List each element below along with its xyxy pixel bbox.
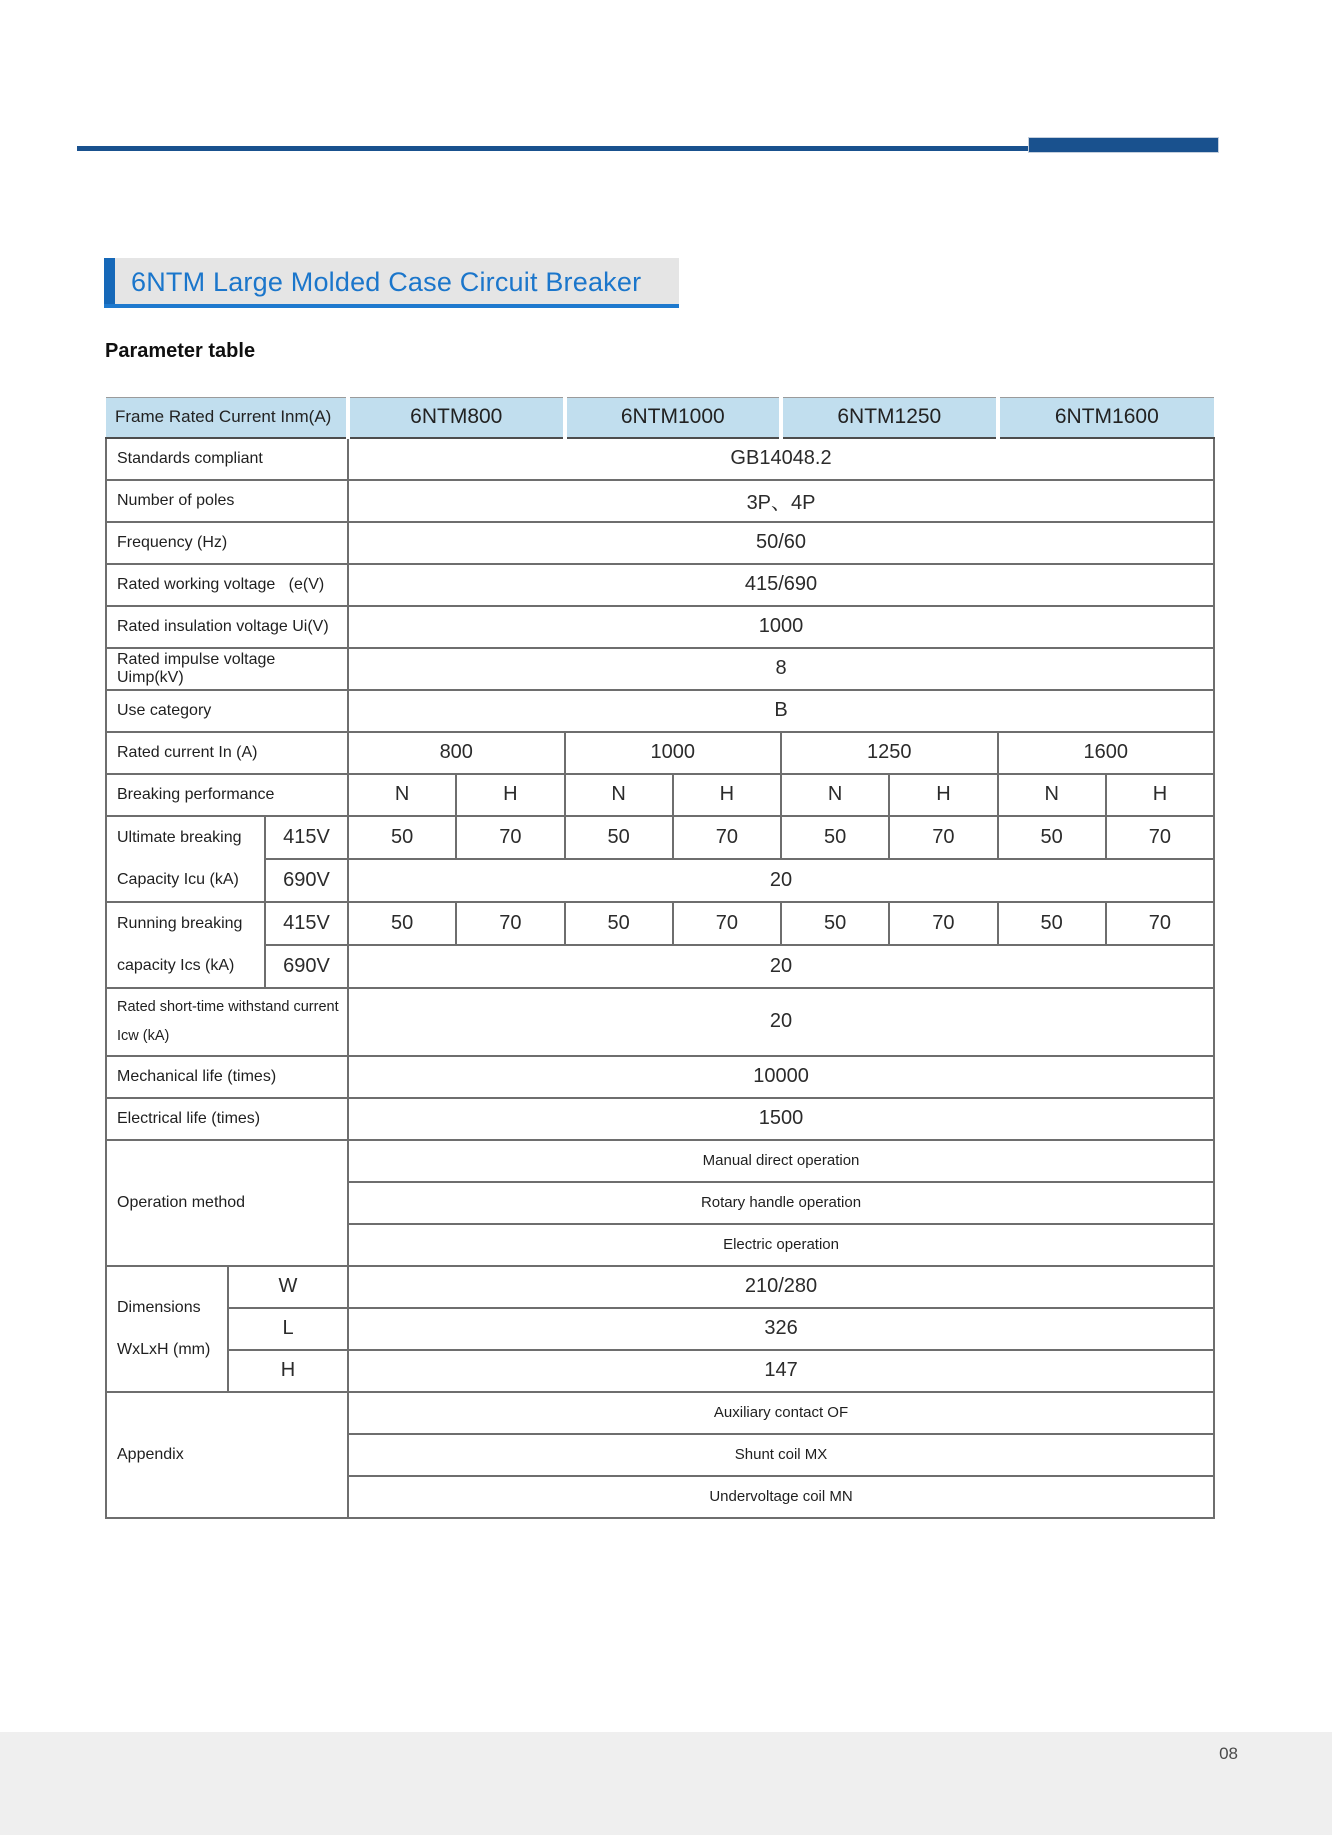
ics-415-cell: 70 [673, 902, 781, 945]
ics-415-cell: 50 [565, 902, 673, 945]
table-row [106, 690, 1214, 732]
table-row [106, 606, 1214, 648]
icw-label [106, 988, 348, 1056]
breaking-perf-cell: H [456, 774, 564, 816]
standards-value: GB14048.2 [348, 438, 1214, 480]
ics-415-cell: 70 [889, 902, 997, 945]
mechanical-life-label: Mechanical life (times) [106, 1056, 348, 1098]
breaking-performance-label: Breaking performance [106, 774, 348, 816]
ics-415-cell: 70 [1106, 902, 1214, 945]
icu-label [106, 816, 265, 902]
icw-label-line2: Icw (kA) [117, 1027, 170, 1044]
breaking-perf-cell: N [565, 774, 673, 816]
table-row [106, 564, 1214, 606]
ics-415-row [106, 902, 1214, 945]
frequency-value: 50/60 [348, 522, 1214, 564]
icu-415-cell: 50 [565, 816, 673, 859]
impulse-voltage-label: Rated impulse voltage Uimp(kV) [106, 648, 348, 690]
model-header-6ntm1000: 6NTM1000 [565, 398, 782, 438]
working-voltage-label: Rated working voltage (e(V) [106, 564, 348, 606]
rated-current-row [106, 732, 1214, 774]
table-row [106, 480, 1214, 522]
appendix-item: Auxiliary contact OF [348, 1392, 1214, 1434]
table-row [106, 1056, 1214, 1098]
breaking-perf-cell: N [998, 774, 1106, 816]
icu-label-line2: Capacity Icu (kA) [117, 870, 239, 888]
ics-690-row [106, 945, 1214, 988]
icu-415-cell: 70 [673, 816, 781, 859]
page-title: 6NTM Large Molded Case Circuit Breaker [131, 267, 642, 297]
appendix-item: Shunt coil MX [348, 1434, 1214, 1476]
ics-label [106, 902, 265, 988]
impulse-voltage-value: 8 [348, 648, 1214, 690]
insulation-voltage-value: 1000 [348, 606, 1214, 648]
dimension-value-w: 210/280 [348, 1266, 1214, 1308]
icu-415-row [106, 816, 1214, 859]
icu-415-cell: 50 [348, 816, 456, 859]
title-accent-bar [104, 258, 115, 308]
frequency-label: Frequency (Hz) [106, 522, 348, 564]
breaking-performance-row [106, 774, 1214, 816]
breaking-perf-cell: H [673, 774, 781, 816]
ics-415-cell: 50 [781, 902, 889, 945]
working-voltage-value: 415/690 [348, 564, 1214, 606]
footer-band [0, 1732, 1332, 1835]
operation-option: Electric operation [348, 1224, 1214, 1266]
insulation-voltage-label: Rated insulation voltage Ui(V) [106, 606, 348, 648]
frame-rated-current-label: Frame Rated Current Inm(A) [106, 398, 348, 438]
model-header-6ntm1250: 6NTM1250 [781, 398, 998, 438]
poles-value: 3P、4P [348, 480, 1214, 522]
appendix-row [106, 1392, 1214, 1434]
operation-label: Operation method [106, 1140, 348, 1266]
title-underline [104, 304, 679, 308]
icw-value: 20 [348, 988, 1214, 1056]
rated-current-label: Rated current In (A) [106, 732, 348, 774]
icw-row [106, 988, 1214, 1056]
operation-option: Rotary handle operation [348, 1182, 1214, 1224]
operation-option: Manual direct operation [348, 1140, 1214, 1182]
ics-415v-label: 415V [265, 902, 348, 945]
ics-label-line2: capacity Ics (kA) [117, 956, 235, 974]
dimensions-label-line2: WxLxH (mm) [117, 1340, 211, 1358]
dimensions-label-line1: Dimensions [117, 1298, 201, 1316]
parameter-table [105, 397, 1215, 1519]
dimensions-row [106, 1266, 1214, 1308]
mechanical-life-value: 10000 [348, 1056, 1214, 1098]
icu-415-cell: 50 [781, 816, 889, 859]
dimension-axis-h: H [228, 1350, 348, 1392]
rated-current-1600: 1600 [998, 732, 1215, 774]
standards-label: Standards compliant [106, 438, 348, 480]
dimensions-label [106, 1266, 228, 1392]
model-header-6ntm1600: 6NTM1600 [998, 398, 1215, 438]
dimensions-row [106, 1350, 1214, 1392]
appendix-label: Appendix [106, 1392, 348, 1518]
ics-415-cell: 70 [456, 902, 564, 945]
icu-415-cell: 50 [998, 816, 1106, 859]
dimension-axis-l: L [228, 1308, 348, 1350]
icw-label-line1: Rated short-time withstand current [117, 998, 339, 1015]
ics-415-cell: 50 [998, 902, 1106, 945]
model-header-6ntm800: 6NTM800 [348, 398, 565, 438]
ics-label-line1: Running breaking [117, 914, 243, 932]
breaking-perf-cell: N [781, 774, 889, 816]
breaking-perf-cell: H [889, 774, 997, 816]
page-number: 08 [1219, 1744, 1238, 1763]
header-rule-accent [1029, 138, 1218, 152]
ics-415-cell: 50 [348, 902, 456, 945]
use-category-label: Use category [106, 690, 348, 732]
icu-690-value: 20 [348, 859, 1214, 902]
breaking-perf-cell: N [348, 774, 456, 816]
table-row [106, 648, 1214, 690]
ics-690v-label: 690V [265, 945, 348, 988]
table-row [106, 1098, 1214, 1140]
icu-415-cell: 70 [456, 816, 564, 859]
ics-690-value: 20 [348, 945, 1214, 988]
icu-690v-label: 690V [265, 859, 348, 902]
dimension-axis-w: W [228, 1266, 348, 1308]
rated-current-1000: 1000 [565, 732, 782, 774]
breaking-perf-cell: H [1106, 774, 1214, 816]
table-header-row [106, 398, 1214, 438]
icu-415-cell: 70 [889, 816, 997, 859]
use-category-value: B [348, 690, 1214, 732]
dimension-value-h: 147 [348, 1350, 1214, 1392]
section-heading: Parameter table [105, 340, 256, 362]
poles-label: Number of poles [106, 480, 348, 522]
icu-690-row [106, 859, 1214, 902]
electrical-life-label: Electrical life (times) [106, 1098, 348, 1140]
icu-415v-label: 415V [265, 816, 348, 859]
title-block [104, 258, 679, 308]
icu-415-cell: 70 [1106, 816, 1214, 859]
icu-label-line1: Ultimate breaking [117, 828, 242, 846]
dimensions-row [106, 1308, 1214, 1350]
appendix-item: Undervoltage coil MN [348, 1476, 1214, 1518]
table-row [106, 522, 1214, 564]
rated-current-1250: 1250 [781, 732, 998, 774]
table-row [106, 438, 1214, 480]
electrical-life-value: 1500 [348, 1098, 1214, 1140]
dimension-value-l: 326 [348, 1308, 1214, 1350]
rated-current-800: 800 [348, 732, 565, 774]
operation-row [106, 1140, 1214, 1182]
